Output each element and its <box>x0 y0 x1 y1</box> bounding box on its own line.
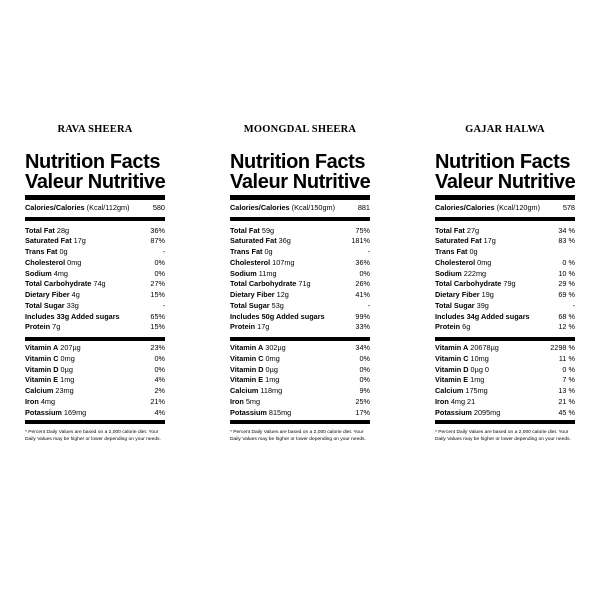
nutrient-amount: 53g <box>269 300 284 310</box>
nutrient-label: Vitamin A <box>25 343 59 352</box>
daily-value-percent: 0 % <box>562 257 575 267</box>
calories-value: 881 <box>357 203 370 212</box>
daily-value-percent: 83 % <box>558 236 575 246</box>
nutrient-label: Protein <box>230 322 256 332</box>
product-name: GAJAR HALWA <box>465 124 545 135</box>
nutrient-row <box>25 322 165 333</box>
daily-value-percent: - <box>162 300 165 310</box>
nutrient-row <box>435 301 575 312</box>
daily-value-percent: 21 % <box>558 396 575 406</box>
nutrient-label: Total Carbohydrate <box>230 279 297 289</box>
nutrient-row <box>435 312 575 323</box>
nutrient-row <box>25 269 165 280</box>
nutrient-label: Cholesterol <box>435 257 476 267</box>
nutrient-row <box>435 247 575 258</box>
nutrient-label: Potassium <box>230 407 267 417</box>
daily-value-percent: 2298 % <box>550 343 575 352</box>
thick-divider <box>435 195 575 200</box>
thick-divider <box>435 337 575 341</box>
nutrient-label: Potassium <box>435 407 472 417</box>
nutrient-label: Dietary Fiber <box>230 290 275 299</box>
daily-value-percent: 33% <box>355 322 370 332</box>
vitamin-row <box>25 365 165 376</box>
calories-label-text: Calories/Calories <box>435 203 495 212</box>
calories-row <box>435 203 575 214</box>
thick-divider <box>25 337 165 341</box>
nutrient-label: Protein <box>435 322 461 332</box>
nutrient-name <box>435 279 516 290</box>
nutrient-name <box>25 258 81 269</box>
nutrient-name <box>435 365 489 376</box>
nutrient-label: Calcium <box>230 386 259 395</box>
nutrient-label: Dietary Fiber <box>25 290 70 299</box>
nutrient-label: Saturated Fat <box>25 236 72 246</box>
nutrient-name <box>25 269 68 280</box>
daily-value-percent: 36% <box>355 257 370 267</box>
nutrient-name <box>230 279 311 290</box>
thick-divider <box>230 195 370 200</box>
nutrient-amount: 6g <box>460 322 471 332</box>
nutrient-name <box>435 247 478 258</box>
daily-value-percent: 13 % <box>558 386 575 395</box>
daily-value-percent: 0% <box>154 268 165 278</box>
nutrient-name <box>435 290 494 301</box>
nutrient-name <box>230 301 284 312</box>
daily-value-percent: 17% <box>355 407 370 417</box>
nutrient-name <box>230 343 286 354</box>
daily-value-percent: - <box>162 247 165 256</box>
nutrient-name <box>25 312 120 323</box>
nutrient-name <box>435 354 489 365</box>
nutrient-name <box>435 226 479 237</box>
daily-value-percent: 11 % <box>558 353 575 363</box>
nutrient-name <box>25 301 79 312</box>
vitamin-row <box>25 408 165 419</box>
daily-value-percent: 45 % <box>558 407 575 417</box>
daily-value-percent: 26% <box>355 279 370 289</box>
nutrient-label: Includes 33g Added sugars <box>25 311 120 321</box>
daily-value-percent: 23% <box>150 343 165 352</box>
nutrient-name <box>25 247 68 258</box>
nutrient-name <box>230 226 274 237</box>
nutrient-amount: 5mg <box>243 396 261 406</box>
nutrient-name <box>435 258 491 269</box>
nutrient-row <box>25 236 165 247</box>
nutrient-amount: 175mg <box>463 386 488 395</box>
nutrient-amount: 4mg 21 <box>448 396 476 406</box>
calories-unit: (Kcal/150gm) <box>291 203 336 212</box>
thick-divider <box>25 217 165 221</box>
nutrient-label: Saturated Fat <box>230 236 277 246</box>
nutrient-name <box>25 236 86 247</box>
nutrient-label: Calcium <box>435 386 464 395</box>
nutrient-name <box>435 375 484 386</box>
calories-label <box>25 203 130 214</box>
nutrient-name <box>435 408 500 419</box>
daily-value-percent: 0% <box>154 257 165 267</box>
nutrient-label: Total Fat <box>230 225 260 235</box>
vitamin-row <box>435 354 575 365</box>
daily-value-percent: 34 % <box>558 225 575 235</box>
daily-value-percent: 41% <box>355 290 370 299</box>
nutrient-amount: 0mg <box>58 353 75 363</box>
daily-value-percent: 0% <box>359 364 370 374</box>
nutrient-name <box>230 322 269 333</box>
daily-value-percent: 69 % <box>558 290 575 299</box>
nutrient-amount: 74g <box>91 279 106 289</box>
daily-value-percent: 4% <box>154 375 165 385</box>
vitamin-row <box>435 365 575 376</box>
nutrient-label: Total Fat <box>25 225 55 235</box>
nutrient-row <box>25 301 165 312</box>
daily-value-percent: 0 % <box>562 364 575 374</box>
vitamin-row <box>435 408 575 419</box>
nutrient-row <box>230 312 370 323</box>
vitamin-row <box>230 386 370 397</box>
nutrient-amount: 4mg <box>51 268 68 278</box>
product-name: MOONGDAL SHEERA <box>243 124 357 135</box>
title-french: Valeur Nutritive <box>230 171 371 193</box>
nutrient-amount: 17g <box>255 322 270 332</box>
daily-value-percent: 29 % <box>558 279 575 289</box>
product-name: RAVA SHEERA <box>57 124 133 135</box>
nutrient-amount: 222mg <box>461 268 487 278</box>
nutrient-name <box>230 386 282 397</box>
nutrient-name <box>230 258 294 269</box>
daily-value-percent: 25% <box>355 396 370 406</box>
nutrient-row <box>25 312 165 323</box>
vitamin-row <box>435 343 575 354</box>
nutrient-amount: 39g <box>474 300 489 310</box>
daily-value-percent: 68 % <box>558 311 575 321</box>
nutrient-amount: 79g <box>501 279 516 289</box>
nutrient-amount: 0mg <box>475 257 492 267</box>
nutrient-name <box>25 322 60 333</box>
nutrient-name <box>25 279 106 290</box>
nutrient-label: Vitamin C <box>25 353 59 363</box>
nutrient-row <box>25 290 165 301</box>
nutrient-amount: 71g <box>296 279 311 289</box>
nutrient-row <box>230 236 370 247</box>
nutrient-label: Vitamin C <box>435 353 469 363</box>
nutrient-name <box>435 269 486 280</box>
nutrient-amount: 20678µg <box>468 343 499 352</box>
footnote: * Percent Daily Values are based on a 2,000 calorie diet. Your Daily Values may be higher or lower depending on your needs. <box>435 430 571 442</box>
daily-value-percent: 7 % <box>562 375 575 385</box>
title-french: Valeur Nutritive <box>25 171 166 193</box>
daily-value-percent: 0% <box>154 353 165 363</box>
nutrient-name <box>230 408 291 419</box>
nutrient-amount: 59g <box>259 225 275 235</box>
nutrient-row <box>25 279 165 290</box>
nutrient-name <box>435 312 530 323</box>
nutrient-amount: 107mg <box>270 257 295 267</box>
nutrient-name <box>435 343 499 354</box>
nutrient-name <box>25 386 74 397</box>
nutrient-label: Vitamin A <box>435 343 469 352</box>
nutrient-name <box>230 290 289 301</box>
nutrient-label: Total Carbohydrate <box>435 279 502 289</box>
label-title <box>25 152 170 192</box>
nutrient-amount: 1mg <box>263 375 280 385</box>
nutrient-name <box>25 365 73 376</box>
nutrient-amount: 0mg <box>65 257 82 267</box>
nutrient-row <box>230 247 370 258</box>
nutrient-label: Sodium <box>230 268 257 278</box>
vitamin-row <box>230 397 370 408</box>
daily-value-percent: 87% <box>150 236 165 246</box>
nutrient-label: Total Sugar <box>435 300 475 310</box>
nutrient-name <box>435 301 489 312</box>
nutrient-name <box>435 236 496 247</box>
nutrient-row <box>435 258 575 269</box>
daily-value-percent: 0% <box>359 268 370 278</box>
nutrient-name <box>435 322 470 333</box>
nutrient-amount: 0µg <box>58 364 73 374</box>
vitamin-row <box>25 343 165 354</box>
thick-divider <box>435 420 575 424</box>
nutrient-label: Total Sugar <box>25 300 65 310</box>
thick-divider <box>230 420 370 424</box>
nutrient-amount: 2095mg <box>471 407 501 417</box>
daily-value-percent: 10 % <box>558 268 575 278</box>
nutrient-label: Trans Fat <box>435 247 468 256</box>
nutrient-amount: 27g <box>464 225 480 235</box>
vitamin-row <box>435 397 575 408</box>
nutrient-amount: 0µg <box>263 364 278 374</box>
daily-value-percent: 2% <box>154 386 165 395</box>
nutrient-label: Iron <box>25 396 39 406</box>
vitamin-row <box>25 386 165 397</box>
calories-label-text: Calories/Calories <box>230 203 290 212</box>
label-title <box>435 152 580 192</box>
calories-value: 580 <box>152 203 165 212</box>
nutrient-amount: 36g <box>276 236 291 246</box>
nutrient-row <box>435 269 575 280</box>
daily-value-percent: 75% <box>355 225 370 235</box>
nutrient-amount: 0g <box>262 247 273 256</box>
daily-value-percent: 0% <box>154 364 165 374</box>
nutrient-name <box>435 397 475 408</box>
nutrient-amount: 17g <box>481 236 496 246</box>
nutrient-amount: 17g <box>71 236 86 246</box>
nutrient-row <box>230 279 370 290</box>
nutrient-label: Saturated Fat <box>435 236 482 246</box>
nutrient-name <box>230 247 273 258</box>
daily-value-percent: 15% <box>150 322 165 332</box>
nutrient-label: Vitamin E <box>230 375 264 385</box>
vitamin-row <box>25 375 165 386</box>
daily-value-percent: 15% <box>150 290 165 299</box>
nutrient-label: Protein <box>25 322 51 332</box>
nutrient-row <box>230 269 370 280</box>
nutrient-label: Trans Fat <box>25 247 58 256</box>
nutrient-label: Includes 34g Added sugars <box>435 311 530 321</box>
thick-divider <box>435 217 575 221</box>
nutrient-amount: 7g <box>50 322 61 332</box>
nutrient-label: Sodium <box>435 268 462 278</box>
nutrient-row <box>25 247 165 258</box>
nutrient-amount: 118mg <box>258 386 283 395</box>
calories-label <box>435 203 540 214</box>
nutrient-row <box>435 236 575 247</box>
nutrient-name <box>25 354 75 365</box>
nutrient-name <box>230 269 277 280</box>
nutrient-name <box>25 397 55 408</box>
nutrient-amount: 1mg <box>58 375 75 385</box>
vitamin-row <box>230 375 370 386</box>
nutrient-amount: 12g <box>274 290 289 299</box>
daily-value-percent: 12 % <box>558 322 575 332</box>
nutrient-label: Cholesterol <box>230 257 271 267</box>
nutrient-amount: 4mg <box>38 396 56 406</box>
nutrient-label: Sodium <box>25 268 52 278</box>
vitamin-row <box>435 375 575 386</box>
nutrient-label: Cholesterol <box>25 257 66 267</box>
nutrient-amount: 1mg <box>468 375 485 385</box>
nutrient-label: Vitamin C <box>230 353 264 363</box>
nutrient-amount: 33g <box>64 300 79 310</box>
nutrient-row <box>25 226 165 237</box>
nutrient-label: Vitamin A <box>230 343 264 352</box>
nutrient-name <box>25 408 86 419</box>
nutrient-label: Vitamin D <box>435 364 469 374</box>
daily-value-percent: 27% <box>150 279 165 289</box>
calories-unit: (Kcal/112gm) <box>86 203 130 212</box>
vitamin-row <box>230 354 370 365</box>
nutrient-label: Iron <box>230 396 244 406</box>
nutrient-row <box>25 258 165 269</box>
nutrient-label: Dietary Fiber <box>435 290 480 299</box>
title-french: Valeur Nutritive <box>435 171 576 193</box>
nutrient-name <box>230 365 278 376</box>
title-english: Nutrition Facts <box>230 151 366 173</box>
thick-divider <box>25 195 165 200</box>
daily-value-percent: - <box>572 300 575 310</box>
nutrient-amount: 19g <box>479 290 494 299</box>
daily-value-percent: 21% <box>150 396 165 406</box>
nutrient-amount: 169mg <box>61 407 87 417</box>
nutrient-label: Potassium <box>25 407 62 417</box>
nutrient-label: Total Fat <box>435 225 465 235</box>
footnote: * Percent Daily Values are based on a 2,000 calorie diet. Your Daily Values may be higher or lower depending on your needs. <box>25 430 161 442</box>
vitamin-row <box>230 408 370 419</box>
nutrient-name <box>25 343 81 354</box>
daily-value-percent: - <box>367 300 370 310</box>
nutrient-label: Includes 50g Added sugars <box>230 311 325 321</box>
title-english: Nutrition Facts <box>435 151 571 173</box>
thick-divider <box>25 420 165 424</box>
nutrient-amount: 0mg <box>263 353 280 363</box>
nutrient-row <box>230 226 370 237</box>
label-title <box>230 152 375 192</box>
vitamin-row <box>25 397 165 408</box>
vitamin-row <box>230 365 370 376</box>
nutrient-row <box>435 226 575 237</box>
nutrient-name <box>25 290 80 301</box>
nutrient-amount: 302µg <box>263 343 286 352</box>
daily-value-percent: 0% <box>359 375 370 385</box>
daily-value-percent: - <box>367 247 370 256</box>
nutrient-amount: 0g <box>57 247 68 256</box>
nutrient-row <box>435 290 575 301</box>
nutrient-label: Calcium <box>25 386 54 395</box>
daily-value-percent: 181% <box>351 236 370 246</box>
nutrient-amount: 0µg 0 <box>468 364 489 374</box>
nutrient-name <box>25 226 69 237</box>
daily-value-percent: 36% <box>150 225 165 235</box>
thick-divider <box>230 217 370 221</box>
nutrient-name <box>230 397 260 408</box>
title-english: Nutrition Facts <box>25 151 161 173</box>
nutrient-name <box>230 375 279 386</box>
nutrient-label: Vitamin E <box>25 375 59 385</box>
thick-divider <box>230 337 370 341</box>
nutrient-label: Vitamin E <box>435 375 469 385</box>
calories-row <box>25 203 165 214</box>
nutrient-amount: 0g <box>467 247 478 256</box>
calories-label-text: Calories/Calories <box>25 203 85 212</box>
nutrient-amount: 4g <box>69 290 80 299</box>
nutrient-row <box>435 279 575 290</box>
nutrient-amount: 28g <box>54 225 70 235</box>
nutrient-row <box>230 258 370 269</box>
nutrient-name <box>230 354 280 365</box>
daily-value-percent: 4% <box>154 407 165 417</box>
nutrient-row <box>435 322 575 333</box>
nutrient-name <box>25 375 74 386</box>
nutrient-label: Trans Fat <box>230 247 263 256</box>
nutrient-row <box>230 322 370 333</box>
calories-unit: (Kcal/120gm) <box>496 203 541 212</box>
nutrient-label: Total Sugar <box>230 300 270 310</box>
nutrient-name <box>230 312 325 323</box>
nutrient-label: Iron <box>435 396 449 406</box>
footnote: * Percent Daily Values are based on a 2,000 calorie diet. Your Daily Values may be higher or lower depending on your needs. <box>230 430 366 442</box>
daily-value-percent: 65% <box>150 311 165 321</box>
nutrient-amount: 207µg <box>58 343 81 352</box>
nutrient-amount: 10mg <box>468 353 489 363</box>
vitamin-row <box>435 386 575 397</box>
nutrient-amount: 815mg <box>266 407 292 417</box>
nutrient-name <box>230 236 291 247</box>
nutrient-amount: 11mg <box>256 268 277 278</box>
daily-value-percent: 9% <box>359 386 370 395</box>
calories-label <box>230 203 335 214</box>
nutrient-row <box>230 301 370 312</box>
nutrient-row <box>230 290 370 301</box>
nutrient-label: Vitamin D <box>25 364 59 374</box>
nutrient-name <box>435 386 488 397</box>
calories-value: 578 <box>562 203 575 212</box>
nutrient-label: Total Carbohydrate <box>25 279 92 289</box>
calories-row <box>230 203 370 214</box>
nutrient-amount: 23mg <box>53 386 74 395</box>
vitamin-row <box>25 354 165 365</box>
vitamin-row <box>230 343 370 354</box>
nutrient-label: Vitamin D <box>230 364 264 374</box>
daily-value-percent: 0% <box>359 353 370 363</box>
daily-value-percent: 99% <box>355 311 370 321</box>
daily-value-percent: 34% <box>355 343 370 352</box>
